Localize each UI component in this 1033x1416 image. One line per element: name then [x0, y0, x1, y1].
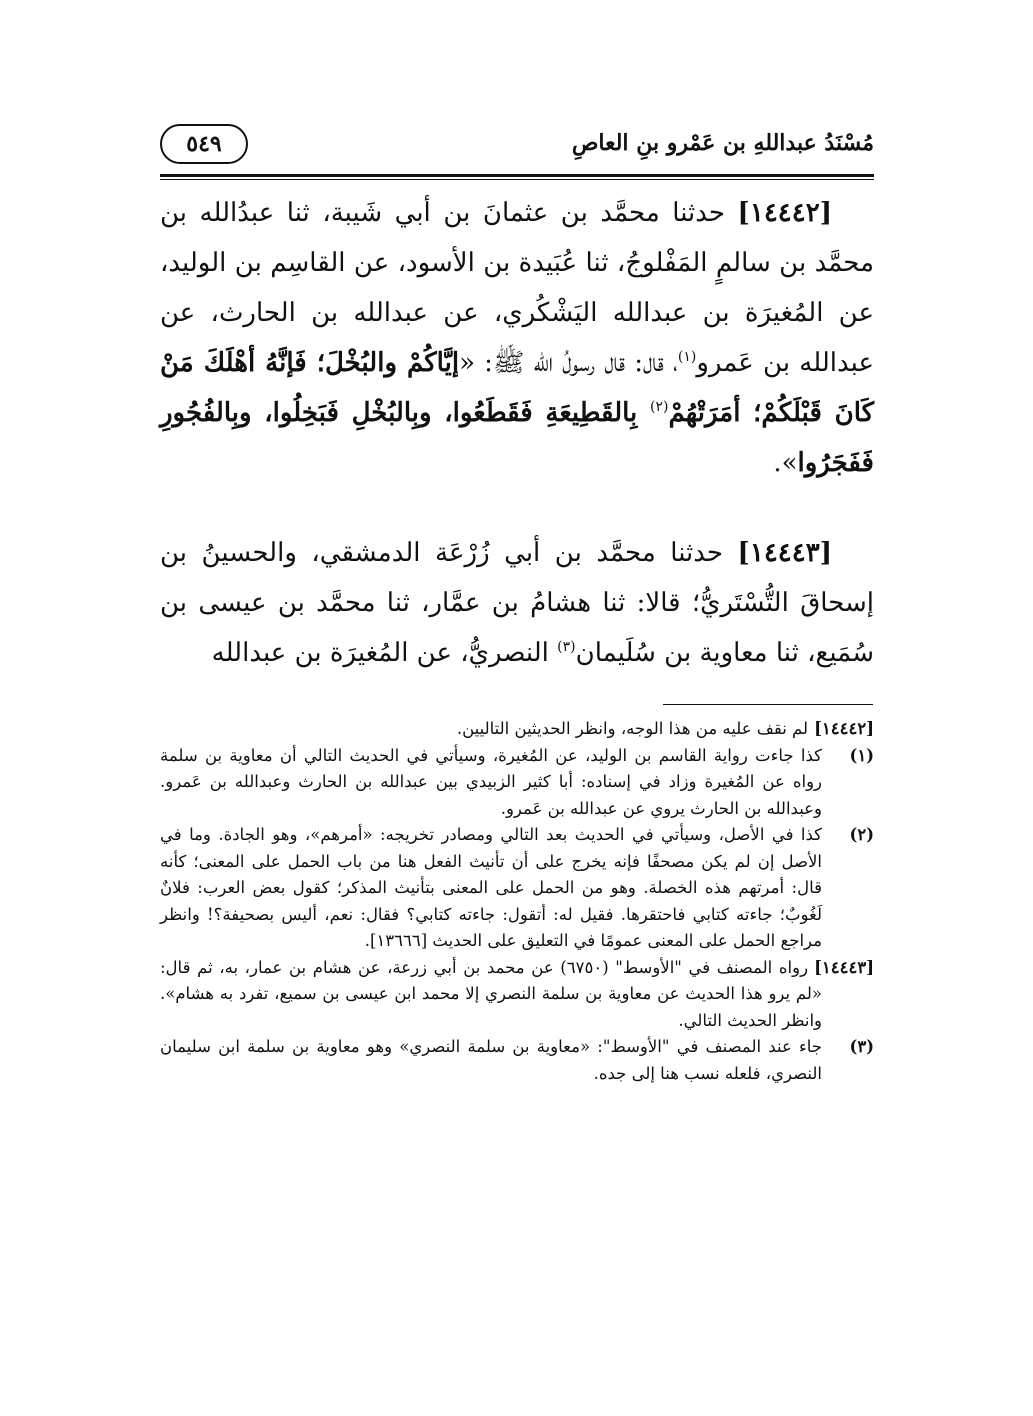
matn-text: إيَّاكُمْ والبُخْلَ؛ فَإنَّهُ أهْلَكَ مَنْ كَانَ قَبْلَكُمْ؛ أمَرَتْهُمْ [160, 348, 875, 428]
page-header [160, 118, 874, 174]
footnote-label: (١) [849, 745, 874, 765]
footnote-text: رواه المصنف في "الأوسط" (٦٧٥٠) عن محمد بن أبي زرعة، عن هشام بن عمار، به، ثم قال: «لم يرو هذا الحديث عن معاوية بن سلمة النصري إلا محمد ابن عيسى بن سميع، تفرد به هشام». وانظر الحديث التالي. [160, 957, 822, 1030]
hadith-14443 [160, 528, 874, 678]
matn-text: بِالقَطِيعَةِ فَقَطَعُوا، وبِالبُخْلِ فَبَخِلُوا، وبِالفُجُورِ فَفَجَرُوا [160, 398, 874, 478]
footnote-14442 [160, 716, 874, 743]
footnote-text: جاء عند المصنف في "الأوسط": «معاوية بن سلمة النصري» وهو معاوية بن سلمة ابن سليمان النصري، فلعله نسب هنا إلى جده. [160, 1037, 822, 1083]
footnote-marker: (٣) [557, 639, 576, 655]
footnote-text: كذا جاءت رواية القاسم بن الوليد، عن المُغيرة، وسيأتي في الحديث التالي أن معاوية بن سلمة رواه عن المُغيرة وزاد في إسناده: أبا كثير الزبيدي بين عبدالله بن الحارث وعبدالله بن عَمرو. وعبدالله بن الحارث يروي عن عبدالله بن عَمرو. [160, 745, 822, 818]
matn-end: ». [773, 448, 798, 478]
isnad-text: النصريُّ، عن المُغيرَة بن عبدالله [211, 638, 558, 668]
footnote-separator [663, 704, 873, 705]
footnote-14443 [160, 955, 874, 1035]
footnote-label: [١٤٤٤٢] [814, 719, 874, 738]
running-title: مُسْنَدُ عبداللهِ بن عَمْرو بنِ العاصِ [571, 130, 874, 156]
footnote-1 [160, 743, 874, 823]
footnote-label: (٢) [849, 825, 874, 844]
isnad-text: ، قال: قال رسولُ الله ﷺ: « [459, 348, 678, 378]
footnote-label: [١٤٤٤٣] [814, 957, 874, 977]
main-text [160, 188, 874, 678]
header-rule-thin [160, 179, 874, 180]
footnote-2 [160, 822, 874, 955]
isnad-text: حدثنا محمَّد بن أبي زُرْعَة الدمشقي، والحسينُ بن إسحاقَ التُّسْتَريُّ؛ قالا: ثنا هشامُ بن عمَّار، ثنا محمَّد بن عيسى بن سُمَيع، ثنا معاوية بن سُلَيمان [160, 538, 874, 668]
footnote-text: كذا في الأصل، وسيأتي في الحديث بعد التالي ومصادر تخريجه: «أمرهم»، وهو الجادة. وما في الأصل إن لم يكن مصحفًا فإنه يخرج على أن تأنيث الفعل هنا من باب الحمل على المعنى؛ كأنه قال: أمرتهم هذه الخصلة. وهو من الحمل على المعنى بتأنيث المذكر؛ كقول بعض العرب: فلانٌ لَغُوبٌ؛ جاءته كتابي فاحتقرها. فقيل له: أتقول: جاءته كتابي؟ فقال: نعم، أليس بصحيفة؟! وانظر مراجع الحمل على المعنى عمومًا في التعليق على الحديث [١٣٦٦٦]. [160, 825, 822, 950]
isnad-text: حدثنا محمَّد بن عثمانَ بن أبي شَيبة، ثنا عبدُالله بن محمَّد بن سالمٍ المَفْلوجُ، ثنا عُبَيدة بن الأسود، عن القاسِم بن الوليد، عن المُغيرَة بن عبدالله اليَشْكُري، عن عبدالله بن الحارث، عن عبدالله بن عَمرو [160, 198, 874, 378]
header-rule [160, 174, 874, 177]
footnote-text: لم نقف عليه من هذا الوجه، وانظر الحديثين التاليين. [456, 719, 809, 738]
page-number: ٥٤٩ [160, 124, 248, 164]
hadith-number: [١٤٤٤٢] [737, 198, 832, 228]
footnotes [160, 716, 874, 1087]
footnote-3 [160, 1034, 874, 1087]
footnote-marker: (١) [677, 349, 697, 365]
hadith-number: [١٤٤٤٣] [737, 538, 832, 568]
hadith-14442 [160, 188, 874, 488]
footnote-marker: (٢) [649, 399, 669, 415]
footnote-label: (٣) [849, 1037, 874, 1056]
